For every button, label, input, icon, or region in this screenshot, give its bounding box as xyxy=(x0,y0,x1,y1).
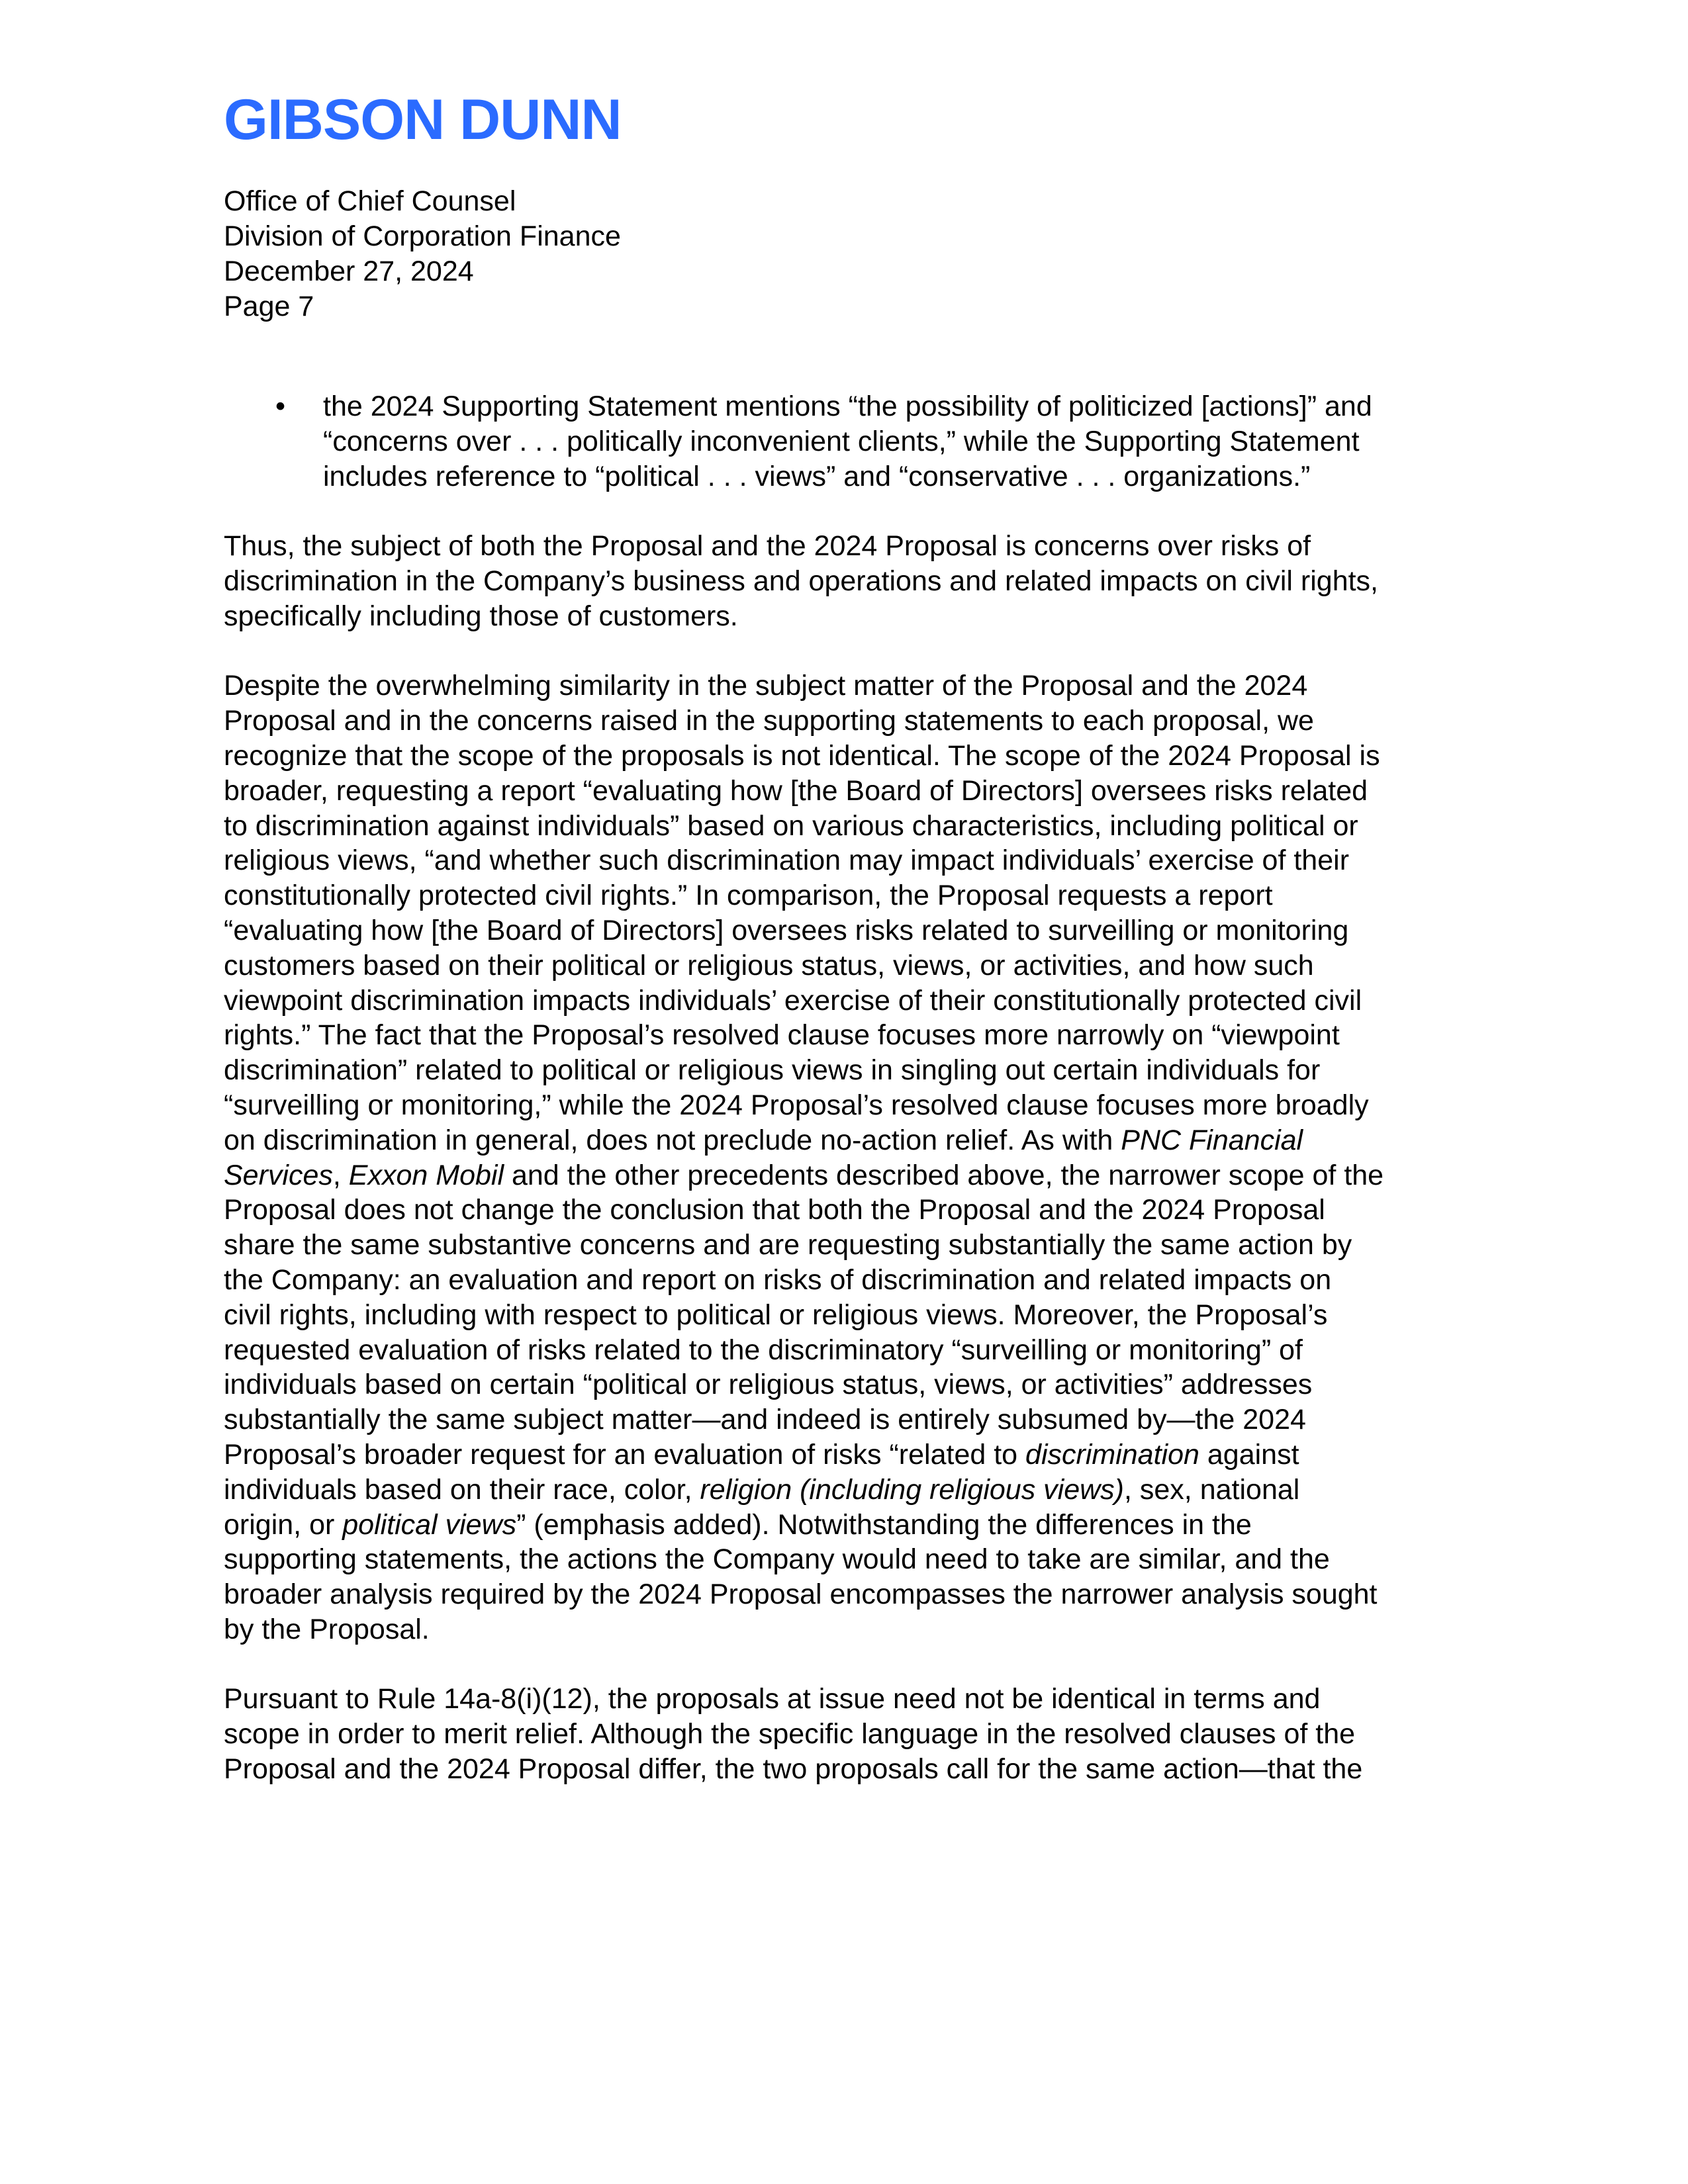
text-run: Proposal’s broader request for an evaluation of risks “related to xyxy=(224,1438,1026,1471)
text-line: “concerns over . . . politically inconvenient clients,” while the Supporting Statement xyxy=(323,425,1360,457)
recipient-division: Division of Corporation Finance xyxy=(224,220,621,252)
text-line: requested evaluation of risks related to the discriminatory “surveilling or monitoring” of xyxy=(224,1334,1303,1366)
text-run: origin, or xyxy=(224,1508,343,1541)
text-run: individuals based on their race, color, xyxy=(224,1473,700,1506)
text-line: “surveilling or monitoring,” while the 2024 Proposal’s resolved clause focuses more broadly xyxy=(224,1089,1369,1121)
bullet-icon: • xyxy=(275,390,286,422)
text-line: the Company: an evaluation and report on risks of discrimination and related impacts on xyxy=(224,1263,1332,1296)
text-line xyxy=(224,1508,1468,1543)
text-line xyxy=(224,1473,1468,1508)
paragraph-subject-summary xyxy=(224,529,1468,633)
paragraph-scope-analysis xyxy=(224,668,1468,1647)
letter-body xyxy=(224,389,1468,1822)
page-number: Page 7 xyxy=(224,291,314,322)
text-line xyxy=(224,1437,1468,1473)
case-name: PNC Financial xyxy=(1121,1124,1303,1156)
firm-logo: GIBSON DUNN xyxy=(224,88,622,152)
text-line: Despite the overwhelming similarity in the subject matter of the Proposal and the 2024 xyxy=(224,670,1308,702)
text-run: on discrimination in general, does not preclude no-action relief. As with xyxy=(224,1124,1121,1156)
text-line: share the same substantive concerns and are requesting substantially the same action by xyxy=(224,1229,1352,1261)
text-line: customers based on their political or religious status, views, or activities, and how such xyxy=(224,949,1314,981)
text-line: Proposal and in the concerns raised in the supporting statements to each proposal, we xyxy=(224,705,1314,737)
text-line: broader, requesting a report “evaluating how [the Board of Directors] oversees risks related xyxy=(224,774,1368,807)
bullet-list xyxy=(224,389,1468,494)
text-line: civil rights, including with respect to political or religious views. Moreover, the Proposal’s xyxy=(224,1298,1328,1331)
text-line: recognize that the scope of the proposals is not identical. The scope of the 2024 Proposal is xyxy=(224,739,1380,772)
text-run: ” (emphasis added). Notwithstanding the differences in the xyxy=(516,1508,1252,1541)
text-line: discrimination” related to political or religious views in singling out certain individuals for xyxy=(224,1054,1321,1087)
text-line: religious views, “and whether such discrimination may impact individuals’ exercise of their xyxy=(224,844,1350,877)
text-line: the 2024 Supporting Statement mentions “the possibility of politicized [actions]” and xyxy=(323,390,1372,422)
case-name: Services xyxy=(224,1159,333,1191)
text-run: , sex, national xyxy=(1124,1473,1300,1506)
text-line: discrimination in the Company’s business and operations and related impacts on civil rights, xyxy=(224,565,1378,597)
recipient-office: Office of Chief Counsel xyxy=(224,185,516,217)
text-line: Thus, the subject of both the Proposal and the 2024 Proposal is concerns over risks of xyxy=(224,530,1311,563)
text-line xyxy=(224,1158,1468,1193)
paragraph-rule-analysis xyxy=(224,1682,1468,1786)
text-line: broader analysis required by the 2024 Proposal encompasses the narrower analysis sought xyxy=(224,1578,1378,1611)
list-item xyxy=(224,389,1468,494)
text-run: against xyxy=(1199,1438,1299,1471)
text-line: supporting statements, the actions the Company would need to take are similar, and the xyxy=(224,1543,1330,1576)
text-line: by the Proposal. xyxy=(224,1613,430,1645)
text-line: constitutionally protected civil rights.” In comparison, the Proposal requests a report xyxy=(224,880,1273,912)
text-line: “evaluating how [the Board of Directors] oversees risks related to surveilling or monitoring xyxy=(224,914,1349,946)
text-line: scope in order to merit relief. Although the specific language in the resolved clauses of the xyxy=(224,1718,1356,1751)
text-line: to discrimination against individuals” based on various characteristics, including political or xyxy=(224,809,1358,842)
letter-date: December 27, 2024 xyxy=(224,255,474,287)
text-line: individuals based on certain “political or religious status, views, or activities” addresses xyxy=(224,1369,1313,1401)
text-run: , xyxy=(332,1159,349,1191)
text-line: Proposal does not change the conclusion that both the Proposal and the 2024 Proposal xyxy=(224,1194,1325,1226)
text-line: Pursuant to Rule 14a-8(i)(12), the proposals at issue need not be identical in terms and xyxy=(224,1683,1321,1715)
text-line: rights.” The fact that the Proposal’s resolved clause focuses more narrowly on “viewpoint xyxy=(224,1019,1340,1052)
emphasis-text: discrimination xyxy=(1025,1438,1199,1471)
text-run: and the other precedents described above, the narrower scope of the xyxy=(504,1159,1384,1191)
case-name: Exxon Mobil xyxy=(348,1159,504,1191)
emphasis-text: political views xyxy=(342,1508,517,1541)
text-line: viewpoint discrimination impacts individuals’ exercise of their constitutionally protected civil xyxy=(224,984,1362,1017)
emphasis-text: religion (including religious views) xyxy=(700,1473,1124,1506)
text-line: includes reference to “political . . . views” and “conservative . . . organizations.” xyxy=(323,460,1311,492)
text-line: substantially the same subject matter—and indeed is entirely subsumed by—the 2024 xyxy=(224,1404,1306,1436)
text-line: Proposal and the 2024 Proposal differ, the two proposals call for the same action—that the xyxy=(224,1753,1363,1786)
letter-header xyxy=(224,184,621,324)
text-line xyxy=(224,1123,1468,1158)
text-line: specifically including those of customers. xyxy=(224,600,738,632)
